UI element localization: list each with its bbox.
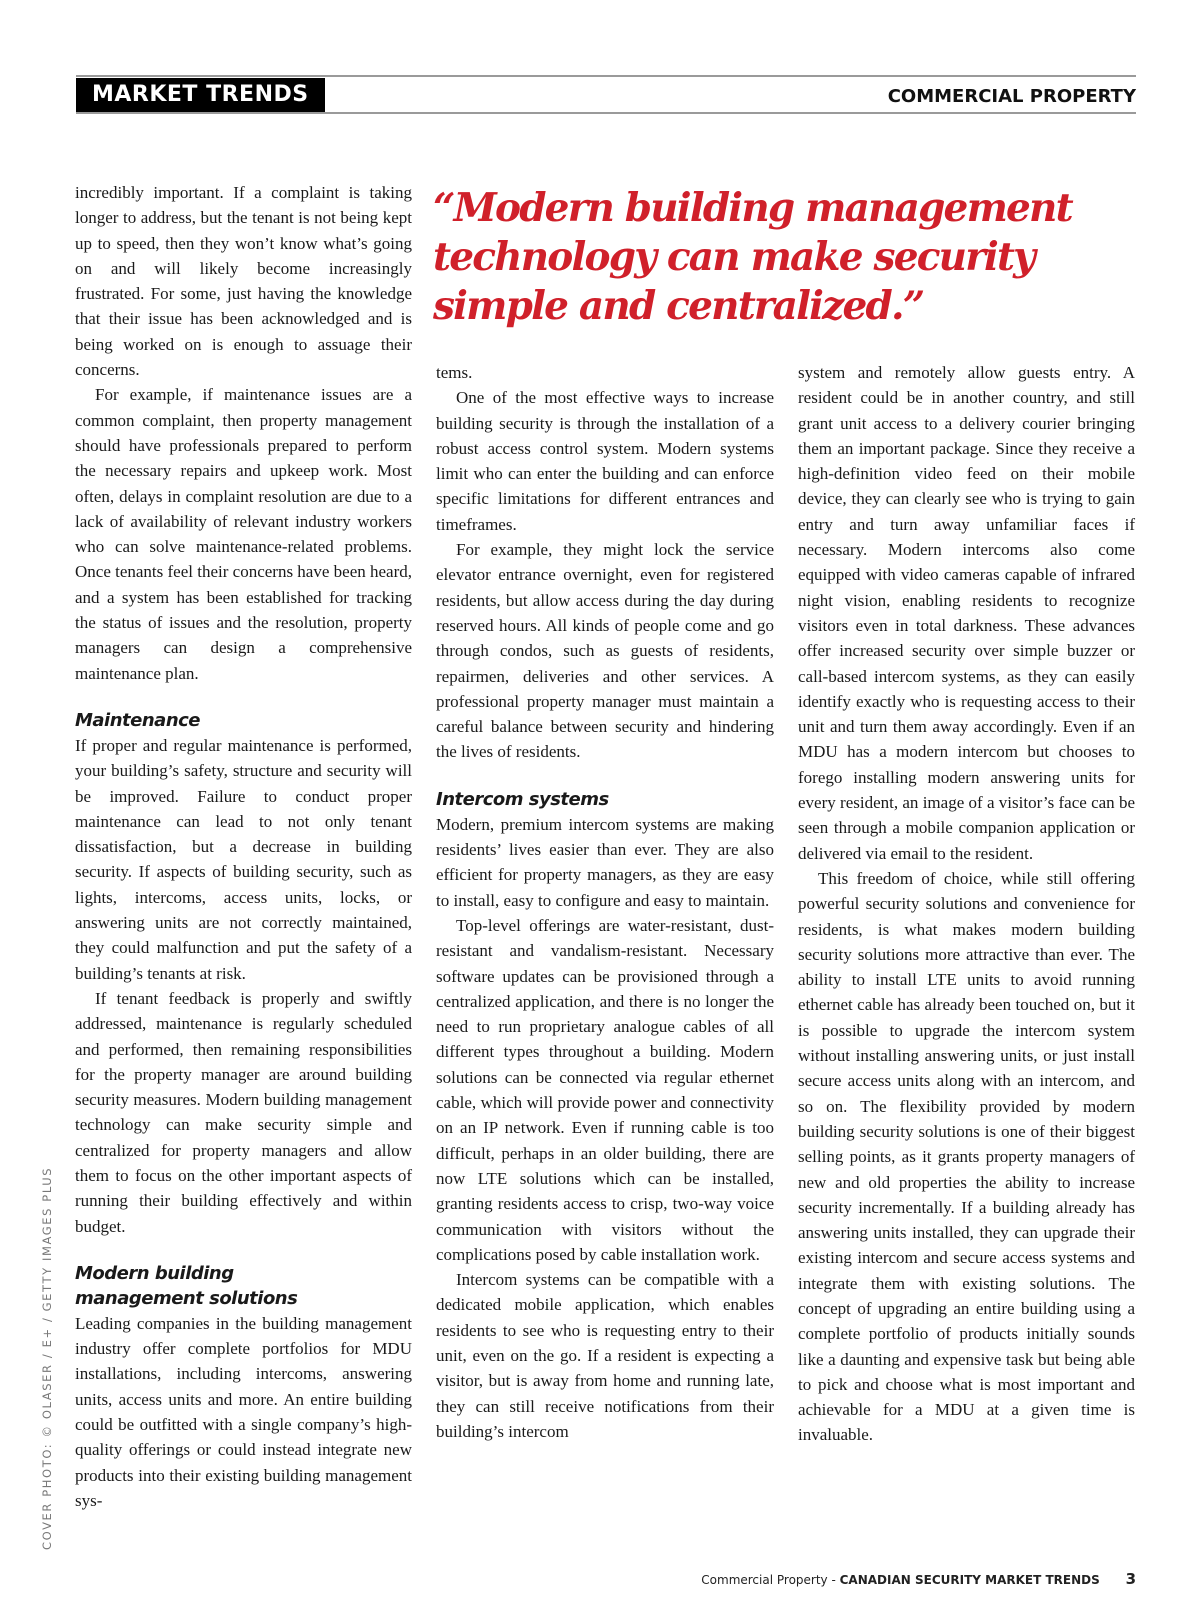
- paragraph: incredibly important. If a complaint is taking longer to address, but the tenant is not being kept up to speed, then they won’t know what’s going on and will likely become increasingly frustrated. For some, just having the knowledge that their issue has been acknowledged and is being worked on is enough to assuage their concerns.: [75, 183, 412, 380]
- page-footer: [701, 1570, 1136, 1588]
- paragraph: Intercom systems can be compatible with a dedicated mobile application, which enables residents to see who is requesting entry to their unit, even on the go. If a resident is expecting a visitor, but is away from home and running late, they can still receive notifications from their building’s intercom: [436, 1270, 774, 1441]
- paragraph: tems.: [436, 363, 473, 382]
- page-number: 3: [1125, 1570, 1136, 1588]
- footer-publication: CANADIAN SECURITY MARKET TRENDS: [839, 1573, 1100, 1587]
- paragraph: If proper and regular maintenance is performed, your building’s safety, structure and security will be improved. Failure to conduct proper maintenance can lead to not only tenant dissatisfaction, but a decrease in building security. If aspects of building security, such as lights, intercoms, access units, locks, or answering units are not correctly maintained, they could malfunction and put the safety of a building’s tenants at risk.: [75, 735, 412, 983]
- article-column-3: [798, 360, 1135, 1448]
- paragraph: For example, if maintenance issues are a common complaint, then property management should have professionals prepared to perform the necessary repairs and upkeep work. Most often, delays in complaint resolution are due to a lack of availability of relevant industry workers who can solve maintenance-related problems. Once tenants feel their concerns have been heard, and a system has been established for tracking the status of issues and the resolution, property managers can design a comprehensive maintenance plan.: [75, 385, 412, 683]
- subheading-line: Modern building: [75, 1262, 234, 1284]
- paragraph: Leading companies in the building management industry offer complete portfolios for MDU installations, including intercoms, answering units, access units and more. An entire building could be outfitted with a single company’s high-quality offerings or could instead integrate new products into their existing building management sys-: [75, 1313, 412, 1510]
- header-rule-top: [76, 75, 1136, 77]
- photo-credit: COVER PHOTO: © OLASER / E+ / GETTY IMAGES PLUS: [40, 1166, 54, 1550]
- section-label: COMMERCIAL PROPERTY: [887, 86, 1136, 107]
- subheading-maintenance: Maintenance: [75, 709, 201, 731]
- paragraph: This freedom of choice, while still offering powerful security solutions and convenience for residents, is what makes modern building security solutions more attractive than ever. The ability to install LTE units to avoid running ethernet cable has already been touched on, but it is possible to upgrade the intercom system without installing answering units, or just install secure access units along with an intercom, and so on. The flexibility provided by modern building security solutions is one of their biggest selling points, as it grants property managers of new and old properties the ability to increase security incrementally. If a building already has answering units installed, they can upgrade their existing intercom and secure access systems and integrate them with existing solutions. The concept of upgrading an entire building using a complete portfolio of products initially sounds like a daunting and expensive task but being able to pick and choose what is most important and achievable for a MDU at a given time is invaluable.: [798, 868, 1135, 1445]
- paragraph: For example, they might lock the service elevator entrance overnight, even for registered residents, but allow access during the day during reserved hours. All kinds of people come and go through condos, such as guests of residents, repairmen, deliveries and other services. A professional property manager must maintain a careful balance between security and hindering the lives of residents.: [436, 540, 774, 762]
- subheading-line: management solutions: [75, 1287, 298, 1309]
- paragraph: One of the most effective ways to increase building security is through the installation of a robust access control system. Modern systems limit who can enter the building and can enforce specific limitations for different entrances and timeframes.: [436, 388, 774, 534]
- paragraph: Top-level offerings are water-resistant, dust-resistant and vandalism-resistant. Necessary software updates can be provisioned through a centralized application, and there is no longer the need to run proprietary analogue cables of all different types throughout a building. Modern solutions can be connected via regular ethernet cable, which will provide power and connectivity on an IP network. Even if running cable is too difficult, perhaps in an older building, there are now LTE solutions which can be installed, granting residents access to crisp, two-way voice communication with visitors without the complications posed by cable installation work.: [436, 915, 774, 1264]
- paragraph: Modern, premium intercom systems are making residents’ lives easier than ever. They are also efficient for property managers, as they are easy to install, easy to configure and easy to maintain.: [436, 814, 774, 910]
- header-rule-bottom: [76, 112, 1136, 114]
- footer-section: Commercial Property -: [701, 1573, 836, 1587]
- article-column-1: [75, 180, 412, 1513]
- paragraph: system and remotely allow guests entry. A resident could be in another country, and still grant unit access to a delivery courier bringing them an important package. Since they receive a high-definition video feed on their mobile device, they can clearly see who is trying to gain entry and turn away unfamiliar faces if necessary. Modern intercoms also come equipped with video cameras capable of infrared night vision, enabling residents to recognize visitors even in total darkness. These advances offer increased security over simple buzzer or call-based intercom systems, as they can easily identify exactly who is requesting access to their unit and turn them away accordingly. Even if an MDU has a modern intercom but chooses to forego installing modern answering units for every resident, an image of a visitor’s face can be seen through a mobile companion application or delivered via email to the resident.: [798, 363, 1135, 863]
- pull-quote: “Modern building management technology can make security simple and centralized.”: [433, 185, 1072, 329]
- paragraph: If tenant feedback is properly and swiftly addressed, maintenance is regularly scheduled and performed, then remaining responsibilities for the property manager are around building security measures. Modern building management technology can make security simple and centralized for property managers and allow them to focus on the other important aspects of running their building effectively and within budget.: [75, 988, 412, 1236]
- subheading-modern-building: [75, 1261, 412, 1311]
- section-tag: MARKET TRENDS: [76, 78, 325, 112]
- article-column-2: [436, 360, 774, 1444]
- subheading-intercom: Intercom systems: [436, 788, 609, 810]
